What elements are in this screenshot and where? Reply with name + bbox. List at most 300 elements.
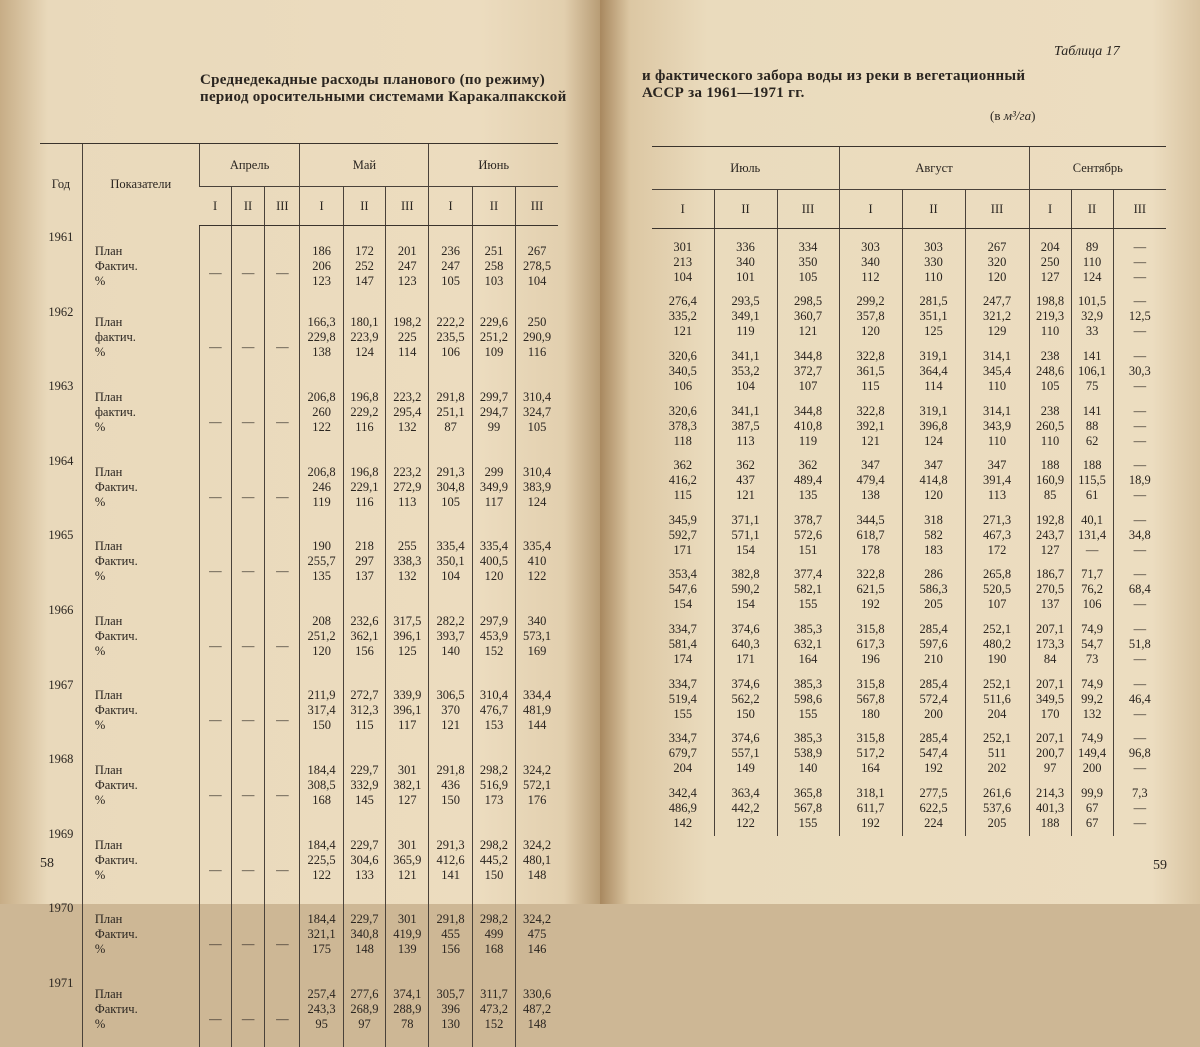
cell-value: 160,9: [1036, 473, 1065, 488]
indicator-label: План: [94, 464, 123, 479]
cell-value: 200: [924, 706, 943, 721]
cell-value: 224: [924, 815, 943, 830]
cell-value: 236: [441, 243, 460, 258]
cell-value: 562,2: [731, 691, 760, 706]
header-decade: I: [300, 187, 343, 226]
cell-value: 318: [924, 512, 943, 527]
cell-value: 291,3: [436, 837, 465, 852]
header-decade: I: [429, 187, 472, 226]
data-cell: [472, 972, 515, 1047]
data-cell: [231, 375, 264, 450]
cell-value: 109: [484, 345, 504, 360]
cell-value: 117: [398, 718, 417, 733]
cell-value: 291,8: [436, 912, 465, 927]
data-cell: [265, 524, 300, 599]
data-cell: [343, 524, 385, 599]
cell-value: 156: [355, 643, 374, 658]
cell-value: 396: [441, 1001, 460, 1016]
data-cell: [386, 524, 429, 599]
cell-value: 437: [736, 473, 755, 488]
cell-value: 572,1: [522, 777, 552, 792]
cell-value: 362,1: [350, 628, 379, 643]
cell-value: 176: [527, 792, 547, 807]
cell-value: 243,3: [307, 1001, 336, 1016]
data-cell: [231, 524, 264, 599]
cell-value: 243,7: [1036, 527, 1065, 542]
header-decade: I: [839, 190, 902, 229]
table-row: [652, 617, 1166, 672]
data-cell: [652, 344, 714, 399]
cell-value: 184,4: [307, 762, 336, 777]
cell-value: 547,6: [668, 582, 697, 597]
indicator-labels: [82, 524, 199, 599]
cell-value: 74,9: [1081, 621, 1103, 636]
cell-value: 374,6: [731, 731, 760, 746]
cell-value: 225,5: [307, 852, 336, 867]
cell-value: 133: [355, 867, 374, 882]
indicator-label: План: [94, 762, 123, 777]
cell-value: 340: [736, 254, 755, 269]
indicator-labels: [82, 972, 199, 1047]
data-cell: [839, 672, 902, 727]
data-cell: [300, 301, 343, 376]
indicator-label: %: [94, 792, 106, 807]
cell-value: 334: [798, 239, 818, 254]
cell-value: 229,7: [350, 837, 379, 852]
data-cell: [839, 508, 902, 563]
cell-value: 18,9: [1128, 473, 1151, 488]
cell-value: 285,4: [919, 621, 948, 636]
cell-value: 145: [355, 792, 374, 807]
cell-value: 208: [312, 613, 331, 628]
data-cell: [902, 290, 965, 345]
data-cell: [472, 897, 515, 972]
cell-value: 271,3: [982, 512, 1012, 527]
cell-value: 362: [798, 458, 818, 473]
cell-value: 306,5: [436, 688, 465, 703]
year-cell: 1970: [48, 901, 74, 916]
cell-value: 295,4: [393, 404, 422, 419]
cell-value: 374,1: [393, 986, 422, 1001]
table-row: [40, 301, 558, 376]
cell-value: 317,4: [307, 703, 336, 718]
data-cell: [965, 508, 1029, 563]
cell-value: 573,1: [522, 628, 552, 643]
data-cell: [472, 301, 515, 376]
cell-value: 299: [484, 464, 504, 479]
cell-value: 298,5: [793, 294, 823, 309]
data-cell: [902, 781, 965, 836]
indicator-label: фактич.: [94, 404, 136, 419]
data-cell: [777, 726, 839, 781]
cell-value: 115: [861, 378, 880, 393]
cell-value: 332,9: [350, 777, 379, 792]
indicator-label: План: [94, 389, 123, 404]
data-cell: [1113, 290, 1166, 345]
data-cell: [652, 453, 714, 508]
data-cell: [231, 301, 264, 376]
data-cell: [1071, 672, 1113, 727]
indicator-label: Фактич.: [94, 628, 138, 643]
cell-value: 119: [312, 494, 331, 509]
cell-value: 260,5: [1036, 418, 1065, 433]
cell-value: —: [241, 414, 255, 429]
data-cell: [714, 726, 777, 781]
cell-value: 305,7: [436, 986, 465, 1001]
cell-value: —: [1133, 324, 1147, 339]
cell-value: 251,1: [436, 404, 465, 419]
cell-value: 314,1: [982, 403, 1012, 418]
cell-value: 353,4: [668, 567, 697, 582]
cell-value: 135: [798, 488, 818, 503]
cell-value: 116: [527, 345, 547, 360]
data-cell: [714, 229, 777, 290]
cell-value: 113: [398, 494, 417, 509]
cell-value: 364,4: [919, 363, 948, 378]
cell-value: 110: [987, 433, 1007, 448]
cell-value: 304,6: [350, 852, 379, 867]
data-cell: [1071, 229, 1113, 290]
data-cell: [1113, 617, 1166, 672]
data-cell: [472, 226, 515, 301]
data-cell: [902, 563, 965, 618]
cell-value: 361,5: [856, 363, 885, 378]
cell-value: 96,8: [1128, 746, 1151, 761]
indicator-label: Фактич.: [94, 852, 138, 867]
cell-value: 51,8: [1128, 636, 1151, 651]
cell-value: 138: [861, 488, 880, 503]
data-cell: [965, 672, 1029, 727]
cell-value: 572,4: [919, 691, 948, 706]
data-cell: [652, 229, 714, 290]
cell-value: 85: [1043, 488, 1057, 503]
cell-value: 154: [736, 597, 755, 612]
indicator-labels: [82, 823, 199, 898]
data-cell: [429, 301, 472, 376]
cell-value: 153: [484, 718, 504, 733]
table-row: [40, 748, 558, 823]
data-cell: [199, 226, 231, 301]
left-data-table: [40, 143, 558, 1047]
data-cell: [343, 450, 385, 525]
cell-value: 301: [397, 837, 417, 852]
data-cell: [429, 823, 472, 898]
cell-value: 106: [673, 378, 693, 393]
data-cell: [231, 823, 264, 898]
data-cell: [343, 226, 385, 301]
data-cell: [1071, 344, 1113, 399]
cell-value: 276,4: [668, 294, 697, 309]
cell-value: 130: [441, 1016, 460, 1031]
cell-value: 347: [924, 458, 943, 473]
data-cell: [386, 897, 429, 972]
cell-value: 105: [527, 419, 547, 434]
cell-value: 319,1: [919, 403, 948, 418]
cell-value: 320,6: [668, 348, 697, 363]
cell-value: 297: [355, 554, 374, 569]
cell-value: 598,6: [793, 691, 823, 706]
cell-value: 285,4: [919, 731, 948, 746]
cell-value: 99,2: [1081, 691, 1103, 706]
cell-value: 520,5: [982, 582, 1012, 597]
right-title-line1: и фактического забора воды из реки в вегетационный: [642, 68, 1026, 84]
data-cell: [199, 972, 231, 1047]
data-cell: [1029, 290, 1071, 345]
data-cell: [839, 453, 902, 508]
cell-value: 84: [1043, 651, 1057, 666]
cell-value: 164: [798, 651, 818, 666]
data-cell: [516, 450, 558, 525]
cell-value: 582,1: [793, 582, 823, 597]
cell-value: 487,2: [522, 1001, 552, 1016]
data-cell: [965, 344, 1029, 399]
data-cell: [343, 748, 385, 823]
cell-value: 78: [401, 1016, 414, 1031]
cell-value: 321,1: [307, 927, 336, 942]
cell-value: 362: [673, 458, 693, 473]
cell-value: 499: [484, 927, 504, 942]
cell-value: 392,1: [856, 418, 885, 433]
cell-value: 172: [987, 542, 1007, 557]
cell-value: 621,5: [856, 582, 885, 597]
cell-value: 251,2: [479, 330, 508, 345]
data-cell: [652, 508, 714, 563]
data-cell: [199, 524, 231, 599]
cell-value: 74,9: [1081, 676, 1103, 691]
cell-value: 132: [397, 419, 417, 434]
header-decade: II: [902, 190, 965, 229]
cell-value: 75: [1085, 378, 1099, 393]
cell-value: 155: [798, 706, 818, 721]
cell-value: —: [1133, 433, 1147, 448]
cell-value: 144: [527, 718, 547, 733]
indicator-label: %: [94, 942, 106, 957]
data-cell: [714, 563, 777, 618]
data-cell: [1029, 344, 1071, 399]
indicator-label: План: [94, 613, 123, 628]
cell-value: 347: [861, 458, 880, 473]
cell-value: 335,4: [479, 539, 508, 554]
table-row: [652, 726, 1166, 781]
data-cell: [343, 375, 385, 450]
data-cell: [429, 599, 472, 674]
cell-value: 442,2: [731, 800, 760, 815]
table-row: [652, 781, 1166, 836]
cell-value: —: [1133, 458, 1147, 473]
data-cell: [965, 617, 1029, 672]
cell-value: 247: [397, 258, 417, 273]
cell-value: 150: [736, 706, 755, 721]
data-cell: [777, 290, 839, 345]
cell-value: 142: [673, 815, 693, 830]
cell-value: 357,8: [856, 309, 885, 324]
cell-value: —: [209, 787, 222, 802]
left-title-line2: период оросительными системами Каракалпакской: [200, 89, 567, 105]
cell-value: 188: [1040, 458, 1060, 473]
cell-value: 467,3: [982, 527, 1012, 542]
data-cell: [714, 617, 777, 672]
cell-value: 453,9: [479, 628, 508, 643]
table-row: [40, 226, 558, 301]
right-data-table: [652, 146, 1166, 836]
cell-value: 120: [312, 643, 331, 658]
cell-value: —: [241, 489, 255, 504]
cell-value: 110: [924, 269, 943, 284]
cell-value: 168: [484, 942, 504, 957]
cell-value: 110: [1082, 254, 1102, 269]
cell-value: 353,2: [731, 363, 760, 378]
indicator-labels: [82, 301, 199, 376]
cell-value: 152: [484, 1016, 504, 1031]
data-cell: [386, 450, 429, 525]
cell-value: 7,3: [1132, 785, 1148, 800]
cell-value: 120: [924, 488, 943, 503]
year-cell: 1968: [48, 752, 74, 767]
cell-value: 30,3: [1128, 363, 1151, 378]
year-cell: 1962: [48, 304, 74, 319]
indicator-labels: [82, 450, 199, 525]
cell-value: 324,2: [522, 762, 552, 777]
cell-value: 248,6: [1036, 363, 1065, 378]
cell-value: 33: [1085, 324, 1099, 339]
cell-value: 206: [312, 258, 331, 273]
cell-value: —: [209, 489, 222, 504]
cell-value: 121: [673, 324, 693, 339]
cell-value: 516,9: [479, 777, 508, 792]
cell-value: 345,9: [668, 512, 697, 527]
data-cell: [429, 972, 472, 1047]
cell-value: 205: [924, 597, 943, 612]
year-cell: 1969: [48, 826, 74, 841]
year-cell: 1967: [48, 677, 74, 692]
data-cell: [265, 226, 300, 301]
cell-value: 148: [355, 942, 374, 957]
cell-value: —: [209, 638, 222, 653]
cell-value: 265,8: [982, 567, 1012, 582]
cell-value: 347: [987, 458, 1007, 473]
cell-value: 67: [1085, 815, 1099, 830]
cell-value: 286: [924, 567, 943, 582]
cell-value: 147: [355, 273, 374, 288]
cell-value: 186: [312, 243, 331, 258]
cell-value: 298,2: [479, 762, 508, 777]
cell-value: 298,2: [479, 912, 508, 927]
header-month-august: Август: [839, 147, 1029, 190]
data-cell: [902, 229, 965, 290]
data-cell: [902, 672, 965, 727]
cell-value: 480,1: [522, 852, 552, 867]
data-cell: [429, 226, 472, 301]
data-cell: [777, 229, 839, 290]
data-cell: [429, 375, 472, 450]
data-cell: [965, 399, 1029, 454]
cell-value: —: [1133, 706, 1147, 721]
data-cell: [1029, 672, 1071, 727]
cell-value: 267: [527, 243, 547, 258]
data-cell: [231, 226, 264, 301]
data-cell: [343, 897, 385, 972]
cell-value: 101,5: [1078, 294, 1107, 309]
indicator-label: %: [94, 569, 106, 584]
cell-value: 479,4: [856, 473, 885, 488]
cell-value: 365,8: [793, 785, 823, 800]
cell-value: 97: [1043, 761, 1057, 776]
data-cell: [429, 450, 472, 525]
cell-value: —: [1133, 815, 1147, 830]
cell-value: 127: [397, 792, 417, 807]
cell-value: 299,2: [856, 294, 885, 309]
cell-value: 338,3: [393, 554, 422, 569]
cell-value: 222,2: [436, 315, 465, 330]
cell-value: 383,9: [522, 479, 552, 494]
cell-value: —: [241, 340, 255, 355]
cell-value: 141: [1082, 403, 1102, 418]
cell-value: 344,5: [856, 512, 885, 527]
cell-value: —: [276, 862, 289, 877]
cell-value: 207,1: [1036, 621, 1065, 636]
data-cell: [777, 508, 839, 563]
data-cell: [429, 897, 472, 972]
indicator-label: %: [94, 345, 106, 360]
left-page: [0, 0, 600, 1031]
cell-value: 229,7: [350, 912, 379, 927]
data-cell: [714, 672, 777, 727]
indicator-labels: [82, 748, 199, 823]
cell-value: 34,8: [1128, 527, 1151, 542]
cell-value: 412,6: [436, 852, 465, 867]
cell-value: 54,7: [1081, 636, 1103, 651]
data-cell: [839, 617, 902, 672]
cell-value: 378,3: [668, 418, 697, 433]
indicator-label: %: [94, 1016, 106, 1031]
cell-value: 204: [1040, 239, 1060, 254]
cell-value: 62: [1085, 433, 1099, 448]
cell-value: 238: [1040, 403, 1060, 418]
data-cell: [714, 290, 777, 345]
data-cell: [386, 301, 429, 376]
cell-value: 537,6: [982, 800, 1012, 815]
cell-value: 155: [798, 597, 818, 612]
data-cell: [902, 508, 965, 563]
data-cell: [777, 453, 839, 508]
cell-value: 121: [736, 488, 755, 503]
cell-value: 293,5: [731, 294, 760, 309]
cell-value: 155: [798, 815, 818, 830]
cell-value: 272,9: [393, 479, 422, 494]
cell-value: 120: [484, 569, 504, 584]
table-row: [40, 897, 558, 972]
data-cell: [902, 399, 965, 454]
indicator-label: Фактич.: [94, 1001, 138, 1016]
cell-value: 345,4: [982, 363, 1012, 378]
header-month-april: Апрель: [199, 144, 300, 187]
data-cell: [231, 748, 264, 823]
cell-value: —: [1133, 488, 1147, 503]
data-cell: [199, 748, 231, 823]
cell-value: 250: [1040, 254, 1060, 269]
cell-value: 590,2: [731, 582, 760, 597]
data-cell: [265, 972, 300, 1047]
table-row: [652, 229, 1166, 290]
cell-value: 344,8: [793, 403, 823, 418]
data-cell: [902, 617, 965, 672]
cell-value: 255: [397, 539, 417, 554]
cell-value: 238: [1040, 348, 1060, 363]
cell-value: 547,4: [919, 746, 948, 761]
indicator-label: План: [94, 688, 123, 703]
data-cell: [472, 375, 515, 450]
cell-value: 597,6: [919, 636, 948, 651]
